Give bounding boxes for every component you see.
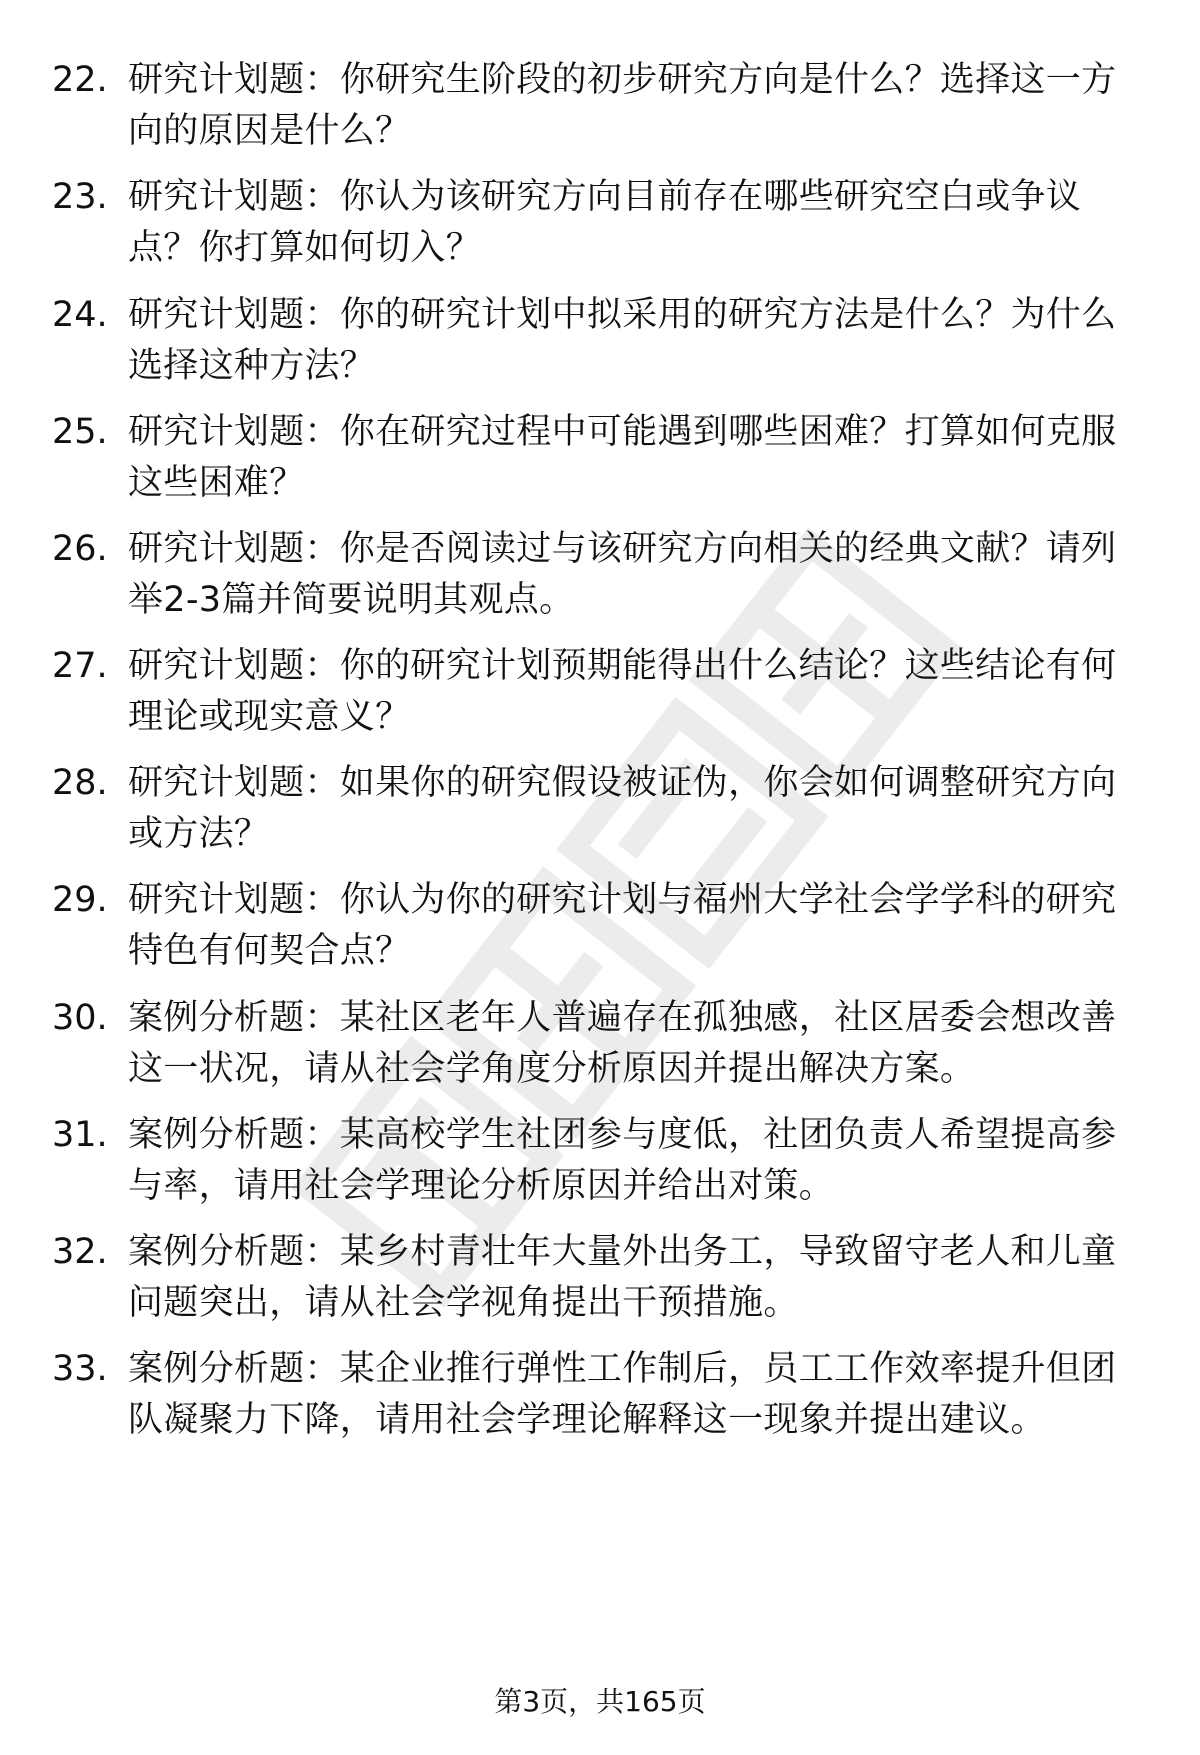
question-text: 研究计划题：你研究生阶段的初步研究方向是什么？选择这一方向的原因是什么？ xyxy=(128,60,1117,151)
question-number: 30. xyxy=(52,998,108,1038)
question-text: 研究计划题：你在研究过程中可能遇到哪些困难？打算如何克服这些困难？ xyxy=(128,412,1117,503)
question-text: 研究计划题：你认为该研究方向目前存在哪些研究空白或争议点？你打算如何切入？ xyxy=(128,177,1082,268)
question-number: 28. xyxy=(52,763,108,803)
page-footer xyxy=(0,1682,1200,1722)
question-text: 研究计划题：你的研究计划中拟采用的研究方法是什么？为什么选择这种方法？ xyxy=(128,295,1117,386)
question-number: 26. xyxy=(52,529,108,569)
question-text: 案例分析题：某高校学生社团参与度低，社团负责人希望提高参与率，请用社会学理论分析原因并给出对策。 xyxy=(128,1115,1117,1206)
question-text: 研究计划题：如果你的研究假设被证伪，你会如何调整研究方向或方法？ xyxy=(128,763,1117,854)
question-number: 31. xyxy=(52,1115,108,1155)
question-text: 案例分析题：某乡村青壮年大量外出务工，导致留守老人和儿童问题突出，请从社会学视角提出干预措施。 xyxy=(128,1232,1117,1323)
question-text: 研究计划题：你认为你的研究计划与福州大学社会学学科的研究特色有何契合点？ xyxy=(128,880,1117,971)
question-text: 案例分析题：某社区老年人普遍存在孤独感，社区居委会想改善这一状况，请从社会学角度分析原因并提出解决方案。 xyxy=(128,998,1117,1089)
page-number-label: 第3页，共165页 xyxy=(494,1685,706,1718)
question-text: 研究计划题：你的研究计划预期能得出什么结论？这些结论有何理论或现实意义？ xyxy=(128,646,1117,737)
question-number: 23. xyxy=(52,177,108,217)
question-number: 24. xyxy=(52,295,108,335)
question-text: 案例分析题：某企业推行弹性工作制后，员工工作效率提升但团队凝聚力下降，请用社会学理论解释这一现象并提出建议。 xyxy=(128,1349,1117,1440)
question-number: 32. xyxy=(52,1232,108,1272)
question-number: 27. xyxy=(52,646,108,686)
question-number: 25. xyxy=(52,412,108,452)
question-number: 33. xyxy=(52,1349,108,1389)
question-number: 29. xyxy=(52,880,108,920)
question-text: 研究计划题：你是否阅读过与该研究方向相关的经典文献？请列举2-3篇并简要说明其观点。 xyxy=(128,529,1117,620)
question-number: 22. xyxy=(52,60,108,100)
